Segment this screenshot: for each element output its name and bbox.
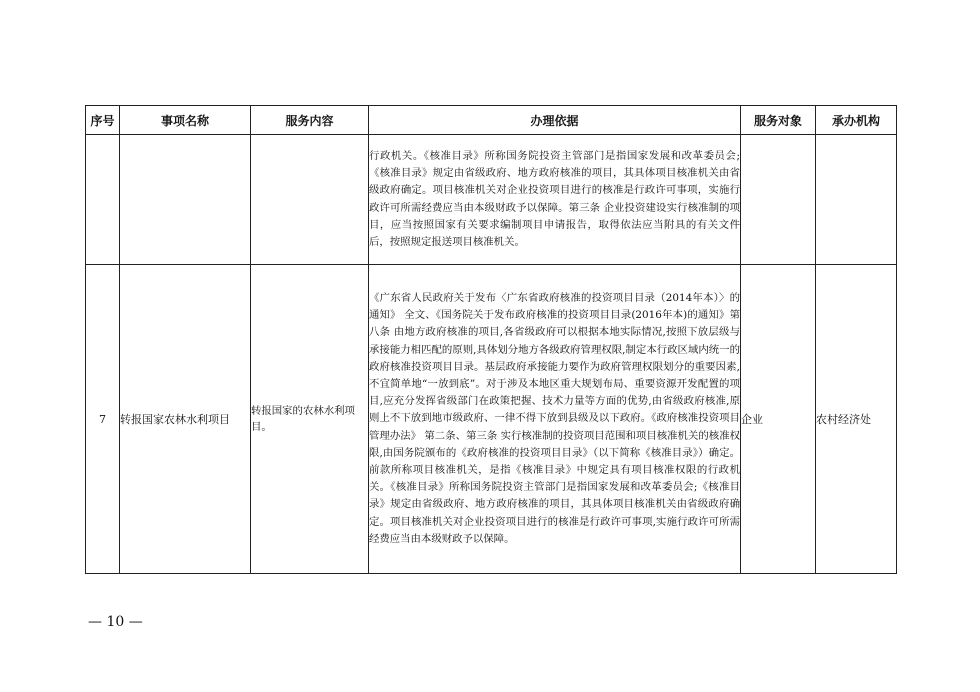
cell-item-name: 转报国家农林水利项目	[120, 265, 251, 574]
header-legal-basis: 办理依据	[369, 106, 741, 135]
header-service-target: 服务对象	[741, 106, 816, 135]
cell-seq	[86, 135, 120, 265]
header-seq: 序号	[86, 106, 120, 135]
cell-service-target	[741, 135, 816, 265]
page-number: — 10 —	[88, 614, 143, 630]
header-service-content: 服务内容	[251, 106, 369, 135]
cell-service-content: 转报国家的农林水利项目。	[251, 265, 369, 574]
cell-agency: 农村经济处	[816, 265, 897, 574]
table-row	[86, 265, 897, 574]
table-row	[86, 135, 897, 265]
services-table	[85, 105, 897, 574]
cell-legal-basis: 《广东省人民政府关于发布〈广东省政府核准的投资项目目录（2014年本）〉的通知》 全文、《国务院关于发布政府核准的投资项目目录(2016年本)的通知》第八条 由地方政府核准的项目,各省级政府可以根据本地实际情况,按照下放层级与承接能力相匹配的原则,具体划分地方各级政府管理权限,制定本行政区域内统一的政府核准投资项目目录。基层政府承接能力要作为政府管理权限划分的重要因素,不宜简单地“一放到底”。对于涉及本地区重大规划布局、重要资源开发配置的项目,应充分发挥省级部门在政策把握、技术力量等方面的优势,由省级政府核准,原则上不下放到地市级政府、一律不得下放到县级及以下政府。《政府核准投资项目管理办法》 第二条、第三条 实行核准制的投资项目范围和项目核准机关的核准权限,由国务院颁布的《政府核准的投资项目目录》（以下简称《核准目录》）确定。前款所称项目核准机关，是指《核准目录》中规定具有项目核准权限的行政机关。《核准目录》所称国务院投资主管部门是指国家发展和改革委员会;《核准目录》规定由省级政府、地方政府核准的项目，其具体项目核准机关由省级政府确定。项目核准机关对企业投资项目进行的核准是行政许可事项,实施行政许可所需经费应当由本级财政予以保障。	[369, 265, 741, 574]
table-header-row	[86, 106, 897, 135]
cell-seq: 7	[86, 265, 120, 574]
cell-agency	[816, 135, 897, 265]
header-item-name: 事项名称	[120, 106, 251, 135]
cell-service-target: 企业	[741, 265, 816, 574]
header-agency: 承办机构	[816, 106, 897, 135]
cell-service-content	[251, 135, 369, 265]
cell-legal-basis: 行政机关。《核准目录》所称国务院投资主管部门是指国家发展和改革委员会;《核准目录》规定由省级政府、地方政府核准的项目，其具体项目核准机关由省级政府确定。项目核准机关对企业投资项目进行的核准是行政许可事项，实施行政许可所需经费应当由本级财政予以保障。第三条 企业投资建设实行核准制的项目，应当按照国家有关要求编制项目申请报告，取得依法应当附具的有关文件后，按照规定报送项目核准机关。	[369, 135, 741, 265]
cell-item-name	[120, 135, 251, 265]
